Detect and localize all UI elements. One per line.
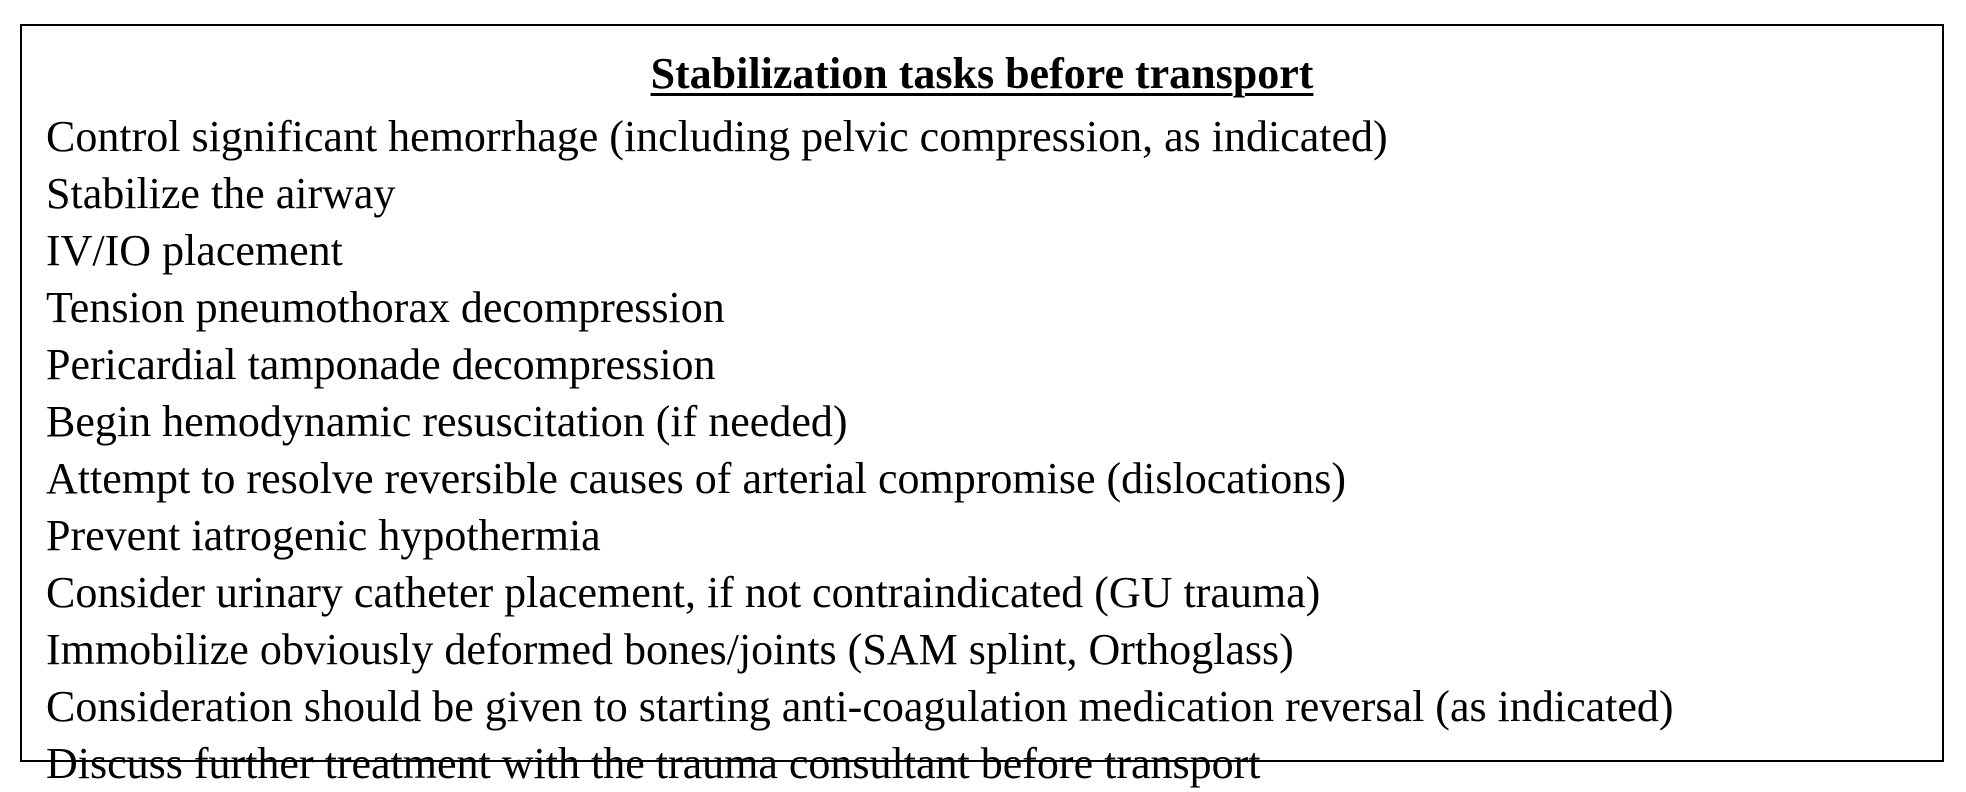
task-item: IV/IO placement (46, 226, 343, 275)
task-item: Control significant hemorrhage (including pelvic compression, as indicated) (46, 112, 1388, 161)
stabilization-table (20, 24, 1944, 788)
task-list (46, 108, 1674, 792)
task-item: Discuss further treatment with the trauma consultant before transport (46, 739, 1261, 788)
task-item: Immobilize obviously deformed bones/joints (SAM splint, Orthoglass) (46, 625, 1294, 674)
task-item: Stabilize the airway (46, 169, 396, 218)
task-item: Consider urinary catheter placement, if not contraindicated (GU trauma) (46, 568, 1321, 617)
task-item: Attempt to resolve reversible causes of arterial compromise (dislocations) (46, 454, 1347, 503)
task-item: Tension pneumothorax decompression (46, 283, 725, 332)
task-item: Pericardial tamponade decompression (46, 340, 716, 389)
task-item: Prevent iatrogenic hypothermia (46, 511, 601, 560)
task-item: Consideration should be given to starting anti-coagulation medication reversal (as indicated) (46, 682, 1674, 731)
table-title: Stabilization tasks before transport (650, 49, 1314, 98)
task-item: Begin hemodynamic resuscitation (if needed) (46, 397, 848, 446)
